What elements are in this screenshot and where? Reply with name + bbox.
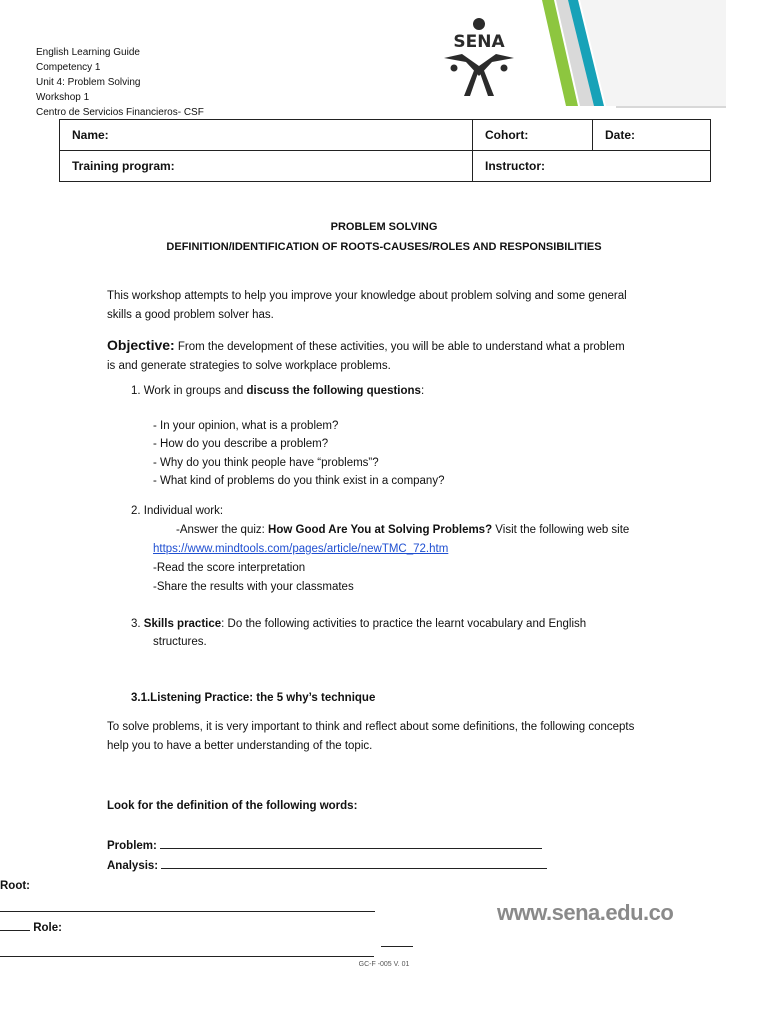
- problem-answer-line[interactable]: [160, 847, 542, 849]
- problem-row: [107, 837, 542, 856]
- section-3-1-paragraph: To solve problems, it is very important to think and reflect about some definitions, the following concepts help you to have a better understanding of the topic.: [107, 721, 635, 752]
- header-guide-title: English Learning Guide: [36, 47, 140, 58]
- quiz-instruction: [176, 521, 629, 540]
- item-3: [131, 615, 586, 634]
- date-label: Date:: [605, 128, 636, 142]
- date-field[interactable]: [593, 120, 711, 151]
- header-center: Centro de Servicios Financieros- CSF: [36, 107, 204, 118]
- root-label: Root:: [0, 880, 31, 892]
- role-prefix-line[interactable]: [0, 929, 30, 931]
- item-1-bold: discuss the following questions: [246, 385, 421, 397]
- read-score-line: -Read the score interpretation: [153, 562, 306, 574]
- question-3: - Why do you think people have “problems”?: [153, 457, 379, 469]
- item-2-title: 2. Individual work:: [131, 505, 224, 517]
- sena-website: www.sena.edu.co: [497, 900, 674, 925]
- mindtools-link[interactable]: https://www.mindtools.com/pages/article/newTMC_72.htm: [153, 543, 449, 555]
- header-competency: Competency 1: [36, 62, 101, 73]
- role-row: [0, 919, 62, 938]
- root-answer-line[interactable]: [0, 911, 375, 912]
- item-1-prefix: 1. Work in groups and: [131, 385, 247, 397]
- page-subtitle: DEFINITION/IDENTIFICATION OF ROOTS-CAUSES/ROLES AND RESPONSIBILITIES: [166, 241, 602, 253]
- role-label: Role:: [33, 922, 62, 934]
- role-answer-line[interactable]: [0, 956, 374, 957]
- intro-paragraph: This workshop attempts to help you improve your knowledge about problem solving and some general skills a good problem solver has.: [107, 290, 627, 321]
- objective-label: Objective:: [107, 337, 175, 353]
- question-1: - In your opinion, what is a problem?: [153, 420, 339, 432]
- instructor-label: Instructor:: [485, 159, 545, 173]
- quiz-title: How Good Are You at Solving Problems?: [268, 524, 493, 536]
- cohort-label: Cohort:: [485, 128, 529, 142]
- header-stripes: [520, 0, 726, 108]
- item-3-prefix: 3.: [131, 618, 144, 630]
- analysis-label: Analysis:: [107, 860, 159, 872]
- item-3-text: : Do the following activities to practice the learnt vocabulary and English: [221, 618, 587, 630]
- role-answer-line-end[interactable]: [381, 946, 413, 947]
- document-code: GC-F -005 V. 01: [358, 961, 410, 968]
- question-4: - What kind of problems do you think exist in a company?: [153, 475, 445, 487]
- cohort-field[interactable]: [473, 120, 593, 151]
- quiz-suffix: Visit the following web site: [492, 524, 630, 536]
- item-3-text-continued: structures.: [153, 636, 207, 648]
- instructor-field[interactable]: [473, 151, 711, 182]
- item-1-suffix: :: [420, 385, 425, 397]
- student-info-table: [59, 119, 711, 182]
- page-title: PROBLEM SOLVING: [330, 221, 438, 233]
- quiz-prefix: -Answer the quiz:: [176, 524, 269, 536]
- share-results-line: -Share the results with your classmates: [153, 581, 354, 593]
- name-field[interactable]: [60, 120, 473, 151]
- section-3-1-title: 3.1.Listening Practice: the 5 why’s technique: [131, 692, 376, 704]
- training-program-label: Training program:: [72, 159, 175, 173]
- definitions-heading: Look for the definition of the following words:: [107, 800, 358, 812]
- sena-logo: [440, 16, 518, 100]
- item-1: [131, 382, 424, 401]
- analysis-row: [107, 857, 547, 876]
- header-unit: Unit 4: Problem Solving: [36, 77, 141, 88]
- training-program-field[interactable]: [60, 151, 473, 182]
- item-3-bold: Skills practice: [143, 618, 222, 630]
- objective-paragraph: [107, 336, 627, 375]
- header-workshop: Workshop 1: [36, 92, 90, 103]
- sena-logo-text: SENA: [453, 32, 505, 52]
- analysis-answer-line[interactable]: [161, 867, 547, 869]
- name-label: Name:: [72, 128, 109, 142]
- objective-text: From the development of these activities, you will be able to understand what a problem is and generate strategies to solve workplace problems.: [107, 341, 625, 372]
- question-2: - How do you describe a problem?: [153, 438, 329, 450]
- problem-label: Problem:: [107, 840, 157, 852]
